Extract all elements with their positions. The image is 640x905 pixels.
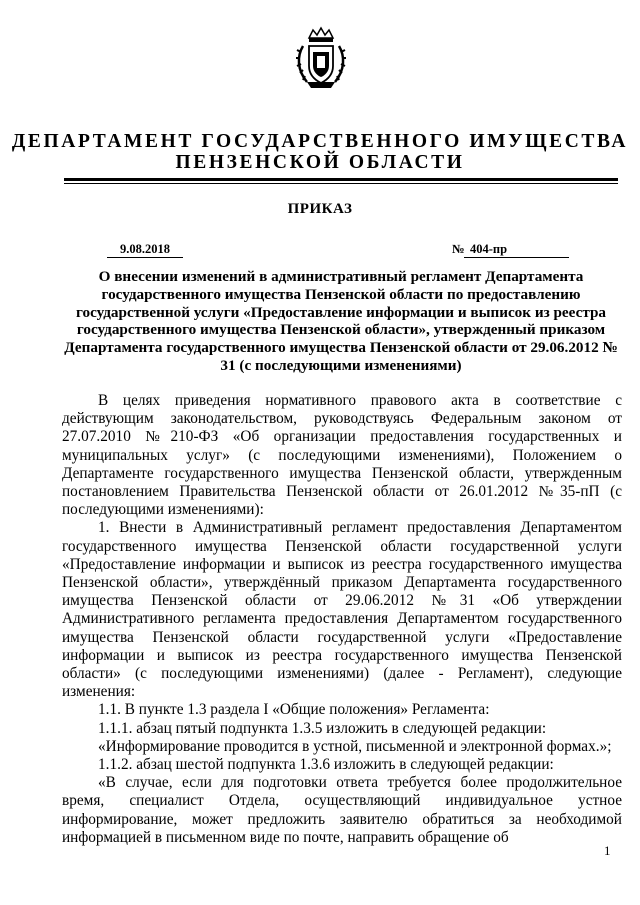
body-paragraph: 1.1. В пункте 1.3 раздела I «Общие положения» Регламента:	[98, 701, 490, 719]
department-name-line2: ПЕНЗЕНСКОЙ ОБЛАСТИ	[175, 152, 465, 173]
body-paragraph: 1.1.1. абзац пятый подпункта 1.3.5 изложить в следующей редакции:	[98, 719, 547, 737]
department-name-line1: ДЕПАРТАМЕНТ ГОСУДАРСТВЕННОГО ИМУЩЕСТВА	[11, 131, 629, 152]
body-paragraph: 1.1.2. абзац шестой подпункта 1.3.6 изложить в следующей редакции:	[98, 756, 554, 774]
document-type: ПРИКАЗ	[287, 201, 353, 217]
body-paragraph: 1. Внести в Административный регламент предоставления Департаментом государственного имущества Пензенской области государственной услуги «Предоставление информации и выписок из реестра государственного имущества Пензенской области», утверждённый приказом Департамента государственного имущества Пензенской области от 29.06.2012 №31 «Об утверждении Административного регламента предоставления Департаментом государственного имущества Пензенской области государственной услуги «Предоставление информации и выписок из реестра государственного имущества Пензенской области» (с последующими изменениями) (далее - Регламент), следующие изменения:	[62, 519, 622, 701]
order-number: 404-пр	[464, 242, 569, 258]
body-paragraph: «Информирование проводится в устной, письменной и электронной формах.»;	[98, 737, 612, 755]
page-number: 1	[604, 843, 611, 858]
document-body	[62, 392, 622, 847]
preamble-paragraph: В целях приведения нормативного правового акта в соответствие с действующим законодательством, руководствуясь Федеральным законом от 27.07.2010 №210-ФЗ «Об организации предоставления государственных и муниципальных услуг» (с последующими изменениями), Положением о Департаменте государственного имущества Пензенской области, утвержденным постановлением Правительства Пензенской области от 26.01.2012 №35-пП (с последующими изменениями):	[62, 392, 622, 519]
body-paragraph: «В случае, если для подготовки ответа требуется более продолжительное время, специалист Отдела, осуществляющий индивидуальное устное информирование, может предложить заявителю обратиться за необходимой информацией в письменном виде по почте, направить обращение об	[62, 774, 622, 846]
order-number-label: №	[452, 242, 465, 256]
document-title: О внесении изменений в административный регламент Департамента государственного имущества Пензенской области по предоставлению государственной услуги «Предоставление информации и выписок из реестра государственного имущества Пензенской области», утвержденный приказом Департамента государственного имущества Пензенской области от 29.06.2012 № 31 (с последующими изменениями)	[64, 268, 618, 374]
coat-of-arms-emblem	[293, 26, 349, 90]
order-date: 9.08.2018	[107, 242, 183, 258]
header-rule-thin	[64, 183, 618, 184]
header-rule-thick	[64, 178, 618, 181]
